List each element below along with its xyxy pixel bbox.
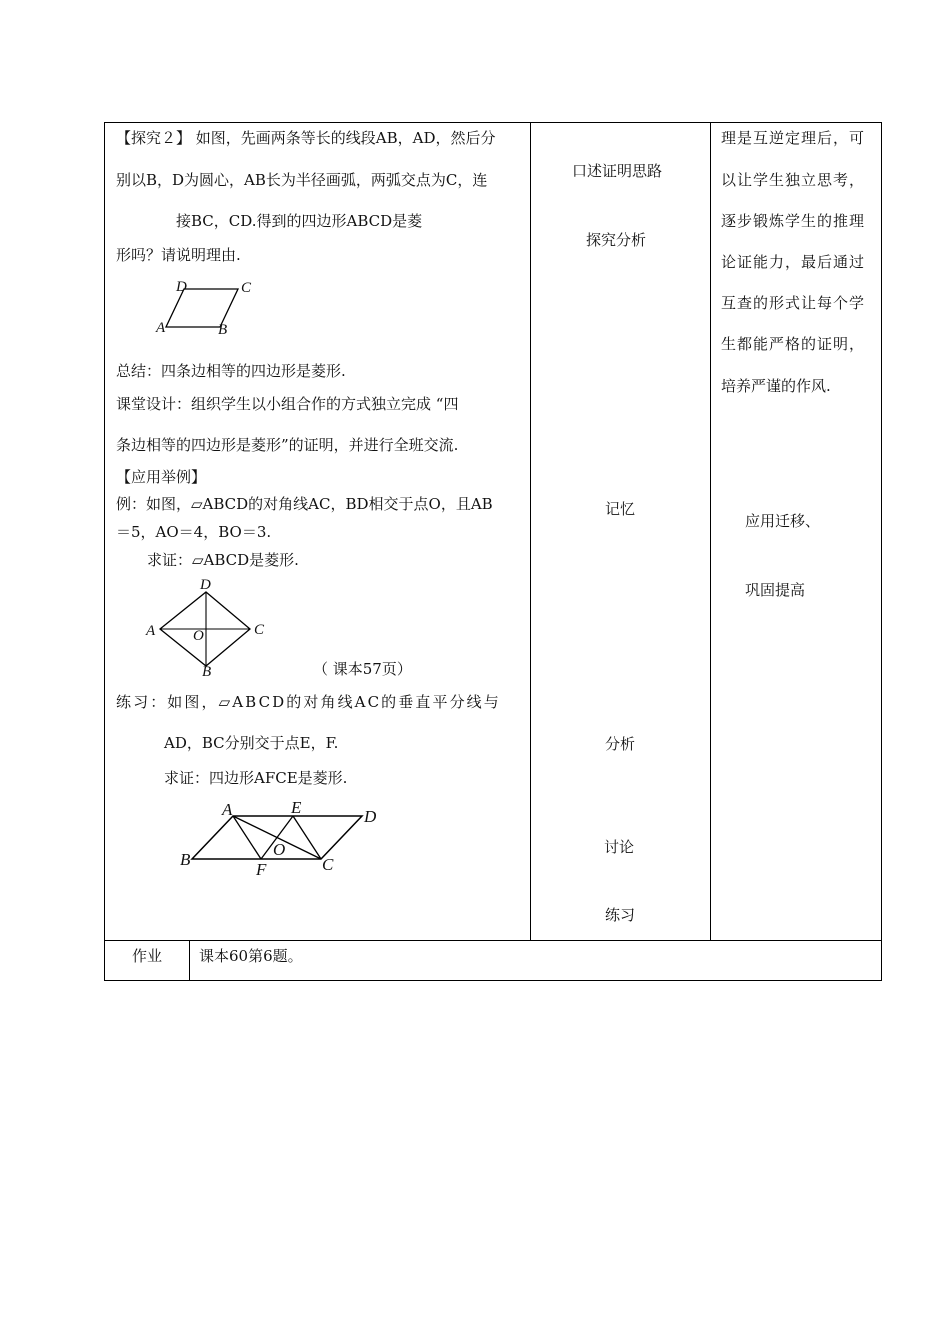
fig2-label-a: A — [146, 623, 156, 639]
homework-label: 作业 — [132, 947, 163, 965]
intent-line-2: 以让学生独立思考， — [721, 171, 866, 189]
example-prove: 求证：▱ABCD是菱形. — [147, 551, 299, 569]
column-divider-1 — [530, 122, 531, 941]
intent-line-5: 互查的形式让每个学 — [721, 294, 866, 312]
fig1-label-c: C — [241, 280, 252, 296]
fig2-label-d: D — [200, 577, 211, 593]
activity-practice: 练习 — [605, 906, 636, 924]
exercise-prove: 求证：四边形AFCE是菱形. — [164, 769, 348, 787]
design-line2: 条边相等的四边形是菱形”的证明，并进行全班交流. — [116, 436, 459, 454]
fig3-label-a: A — [222, 800, 233, 819]
fig3-label-d: D — [364, 807, 377, 826]
fig3-label-e: E — [291, 798, 302, 817]
fig2-label-o: O — [193, 628, 204, 644]
intent-line-6: 生都能严格的证明， — [721, 335, 866, 353]
intent-line-1: 理是互逆定理后，可 — [721, 129, 866, 147]
fig3-label-o: O — [273, 840, 286, 859]
homework-divider — [189, 940, 190, 980]
fig2-label-c: C — [254, 622, 265, 638]
activity-discuss: 讨论 — [604, 838, 635, 856]
activity-analyze: 分析 — [605, 735, 636, 753]
example-source: （ 课本57页） — [313, 660, 412, 678]
exercise-line1: 练习：如图，▱ABCD的对角线AC的垂直平分线与 — [116, 693, 501, 711]
activity-explore-analyze: 探究分析 — [586, 231, 647, 249]
intent-apply: 应用迁移、 — [745, 512, 821, 530]
explore2-line1: 【探究２】 如图，先画两条等长的线段AB，AD，然后分 — [116, 129, 496, 147]
example-line1: 例：如图，▱ABCD的对角线AC，BD相交于点O，且AB — [116, 495, 493, 513]
fig1-label-d: D — [176, 279, 187, 295]
intent-line-7: 培养严谨的作风. — [721, 377, 831, 395]
fig2-label-b: B — [202, 664, 212, 680]
fig1-label-a: A — [156, 320, 166, 336]
fig3-label-f: F — [256, 860, 267, 879]
intent-line-3: 逐步锻炼学生的推理 — [721, 212, 866, 230]
explore2-line2: 别以B，D为圆心，AB长为半径画弧，两弧交点为C，连 — [116, 171, 488, 189]
column-divider-2 — [710, 122, 711, 941]
intent-consolidate: 巩固提高 — [745, 581, 806, 599]
intent-line-4: 论证能力，最后通过 — [721, 253, 866, 271]
exercise-line2: AD，BC分别交于点E，F. — [164, 734, 339, 752]
row-divider — [104, 940, 882, 941]
application-heading: 【应用举例】 — [116, 468, 207, 486]
activity-oral-proof: 口述证明思路 — [572, 162, 663, 180]
explore2-line3: 接BC，CD.得到的四边形ABCD是菱 — [176, 212, 423, 230]
fig3-label-b: B — [180, 850, 191, 869]
activity-memorize: 记忆 — [605, 500, 636, 518]
fig3-label-c: C — [322, 855, 334, 874]
fig1-label-b: B — [218, 322, 228, 338]
rhombus-figure — [150, 278, 270, 338]
summary: 总结：四条边相等的四边形是菱形. — [116, 362, 346, 380]
design-line1: 课堂设计：组织学生以小组合作的方式独立完成 “四 — [116, 395, 459, 413]
explore2-line4: 形吗？请说明理由. — [116, 246, 241, 264]
example-line2: ＝5，AO＝4，BO＝3. — [116, 523, 272, 541]
homework-content: 课本60第6题。 — [199, 947, 303, 965]
